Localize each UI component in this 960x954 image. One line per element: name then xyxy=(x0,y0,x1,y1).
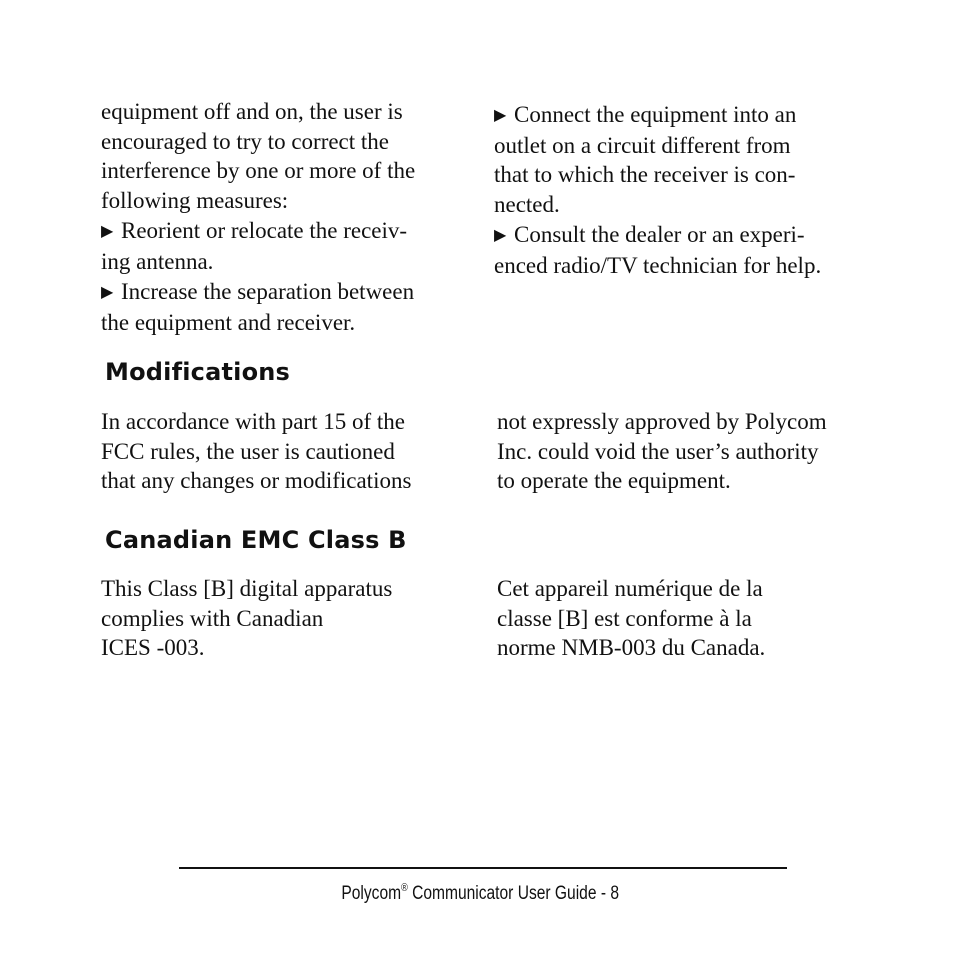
canadian-french-paragraph xyxy=(497,574,877,663)
intro-paragraph xyxy=(101,97,461,215)
text-line: outlet on a circuit different from xyxy=(494,132,791,158)
text-line: that any changes or modifications xyxy=(101,468,412,493)
bullet-triangle-icon: ▶ xyxy=(494,107,507,124)
text-line: the equipment and receiver. xyxy=(101,309,356,335)
intro-right-column xyxy=(494,100,874,280)
text-line: Increase the separation between xyxy=(121,279,415,304)
canadian-english-column xyxy=(101,574,471,663)
text-line: not expressly approved by Polycom xyxy=(497,409,827,434)
modifications-paragraph xyxy=(101,407,471,496)
text-line: Reorient or relocate the receiv- xyxy=(121,218,408,243)
modifications-left-column xyxy=(101,407,471,496)
text-line: This Class [B] digital apparatus xyxy=(101,576,393,601)
footer-title: Communicator User Guide - 8 xyxy=(407,883,620,904)
text-line: In accordance with part 15 of the xyxy=(101,409,405,434)
text-line: Consult the dealer or an experi- xyxy=(514,222,805,247)
text-line: Connect the equipment into an xyxy=(514,102,797,127)
text-line: complies with Canadian xyxy=(101,605,324,631)
text-line: nected. xyxy=(494,191,560,217)
bullet-item xyxy=(101,277,461,337)
text-line: that to which the receiver is con- xyxy=(494,162,796,187)
text-line: FCC rules, the user is cautioned xyxy=(101,438,395,464)
bullet-item xyxy=(494,220,874,280)
text-line: Inc. could void the user’s authority xyxy=(497,438,819,464)
text-line: to operate the equipment. xyxy=(497,468,731,493)
registered-mark: ® xyxy=(401,882,408,894)
text-line: enced radio/TV technician for help. xyxy=(494,252,822,278)
text-line: ing antenna. xyxy=(101,248,214,274)
footer-divider xyxy=(179,867,787,869)
bullet-triangle-icon: ▶ xyxy=(101,223,114,240)
modifications-heading: Modifications xyxy=(105,358,291,386)
canadian-emc-heading: Canadian EMC Class B xyxy=(105,526,407,554)
intro-left-column xyxy=(101,97,461,337)
text-line: encouraged to try to correct the xyxy=(101,128,390,154)
page-footer xyxy=(87,882,874,905)
bullet-item xyxy=(494,100,874,219)
canadian-french-column xyxy=(497,574,877,663)
text-line: following measures: xyxy=(101,187,289,213)
text-line: ICES -003. xyxy=(101,635,205,660)
footer-brand: Polycom xyxy=(341,883,402,904)
modifications-right-column xyxy=(497,407,877,496)
text-line: Cet appareil numérique de la xyxy=(497,576,763,601)
text-line: equipment off and on, the user is xyxy=(101,99,403,124)
bullet-item xyxy=(101,216,461,276)
text-line: classe [B] est conforme à la xyxy=(497,605,752,631)
canadian-english-paragraph xyxy=(101,574,471,663)
text-line: norme NMB-003 du Canada. xyxy=(497,635,766,660)
bullet-triangle-icon: ▶ xyxy=(494,227,507,244)
bullet-triangle-icon: ▶ xyxy=(101,284,114,301)
modifications-paragraph-continued xyxy=(497,407,877,496)
text-line: interference by one or more of the xyxy=(101,158,416,183)
